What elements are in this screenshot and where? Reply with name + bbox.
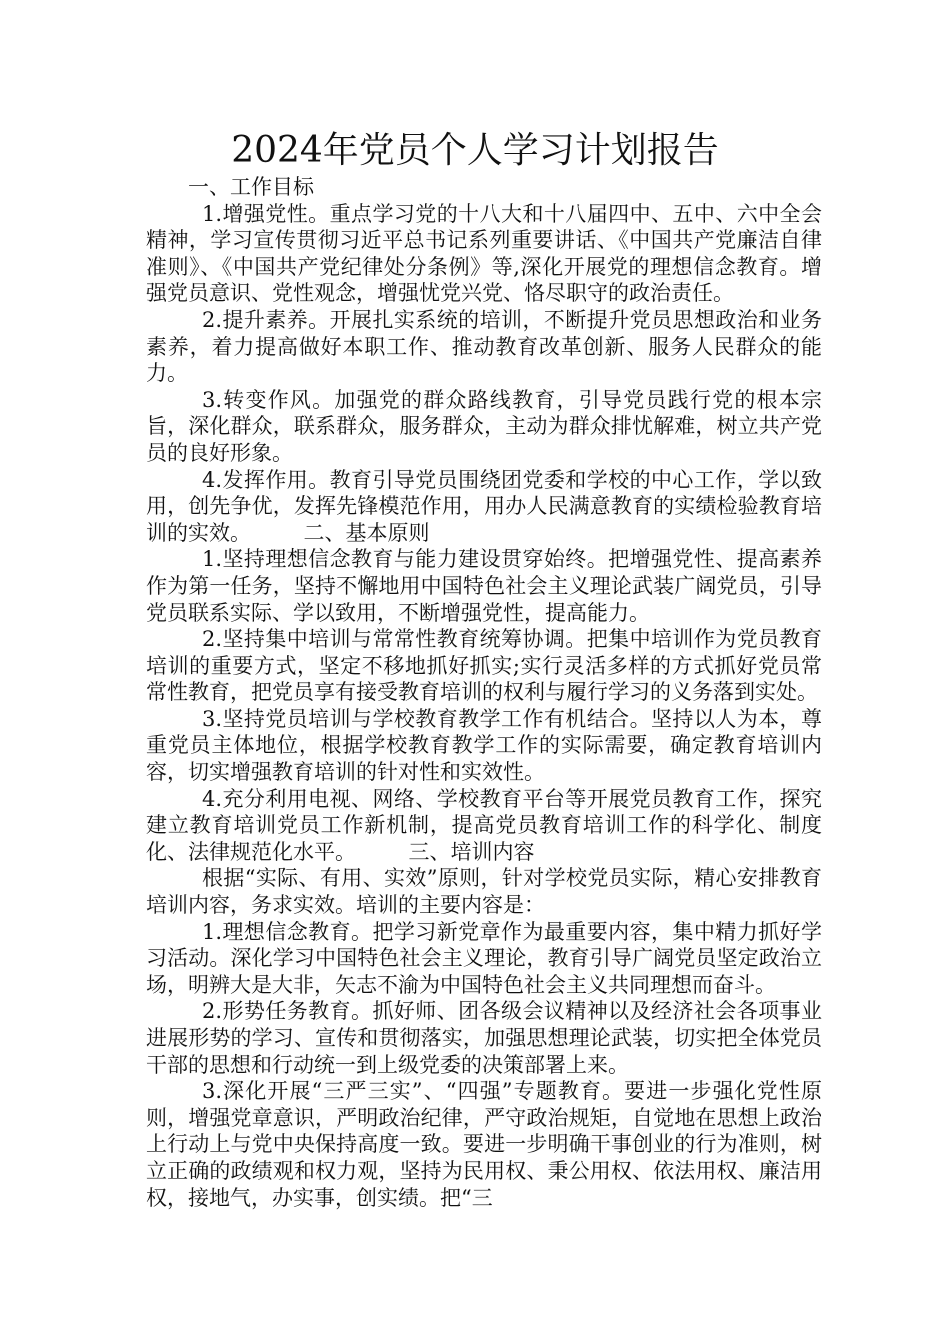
body-paragraph: 3.转变作风。加强党的群众路线教育，引导党员践行党的根本宗旨，深化群众，联系群众，服务群众，主动为群众排忧解难，树立共产党员的良好形象。 [146, 387, 822, 465]
section-heading: 一、工作目标 [188, 175, 314, 199]
body-paragraph: 1.坚持理想信念教育与能力建设贯穿始终。把增强党性、提高素养作为第一任务，坚持不懈地用中国特色社会主义理论武装广阔党员，引导党员联系实际、学以致用，不断增强党性，提高能力。 [146, 547, 822, 625]
body-paragraph: 3.深化开展“三严三实”、“四强”专题教育。要进一步强化党性原则，增强党章意识，严明政治纪律，严守政治规矩，自觉地在思想上政治上行动上与党中央保持高度一致。要进一步明确干事创业的行为准则，树立正确的政绩观和权力观，坚持为民用权、秉公用权、依法用权、廉洁用权，接地气，办实事，创实绩。把“三 [146, 1079, 822, 1210]
document-title: 2024年党员个人学习计划报告 [231, 130, 719, 171]
body-paragraph: 2.坚持集中培训与常常性教育统筹协调。把集中培训作为党员教育培训的重要方式，坚定不移地抓好抓实;实行灵活多样的方式抓好党员常常性教育，把党员享有接受教育培训的权利与履行学习的义务落到实处。 [146, 627, 822, 705]
body-paragraph: 1.增强党性。重点学习党的十八大和十八届四中、五中、六中全会精神，学习宣传贯彻习近平总书记系列重要讲话、《中国共产党廉洁自律准则》、《中国共产党纪律处分条例》等,深化开展党的理想信念教育。增强党员意识、党性观念，增强忧党兴党、恪尽职守的政治责任。 [146, 201, 822, 306]
body-paragraph: 2.提升素养。开展扎实系统的培训，不断提升党员思想政治和业务素养，着力提高做好本职工作、推动教育改革创新、服务人民群众的能力。 [146, 307, 822, 386]
body-paragraph: 3.坚持党员培训与学校教育教学工作有机结合。坚持以人为本，尊重党员主体地位，根据学校教育教学工作的实际需要，确定教育培训内容，切实增强教育培训的针对性和实效性。 [146, 706, 822, 785]
body-paragraph: 4.充分利用电视、网络、学校教育平台等开展党员教育工作，探究建立教育培训党员工作新机制，提高党员教育培训工作的科学化、制度化、法律规范化水平。 三、培训内容 [146, 786, 822, 864]
body-paragraph: 根据“实际、有用、实效”原则，针对学校党员实际，精心安排教育培训内容，务求实效。培训的主要内容是： [146, 866, 822, 918]
document-body [146, 174, 822, 1211]
body-paragraph: 4.发挥作用。教育引导党员围绕团党委和学校的中心工作，学以致用，创先争优，发挥先锋模范作用，用办人民满意教育的实绩检验教育培训的实效。 二、基本原则 [146, 467, 822, 545]
body-paragraph: 2.形势任务教育。抓好师、团各级会议精神以及经济社会各项事业进展形势的学习、宣传和贯彻落实，加强思想理论武装，切实把全体党员干部的思想和行动统一到上级党委的决策部署上来。 [146, 999, 822, 1077]
body-paragraph: 1.理想信念教育。把学习新党章作为最重要内容，集中精力抓好学习活动。深化学习中国特色社会主义理论，教育引导广阔党员坚定政治立场，明辨大是大非，矢志不渝为中国特色社会主义共同理想而奋斗。 [146, 919, 822, 997]
